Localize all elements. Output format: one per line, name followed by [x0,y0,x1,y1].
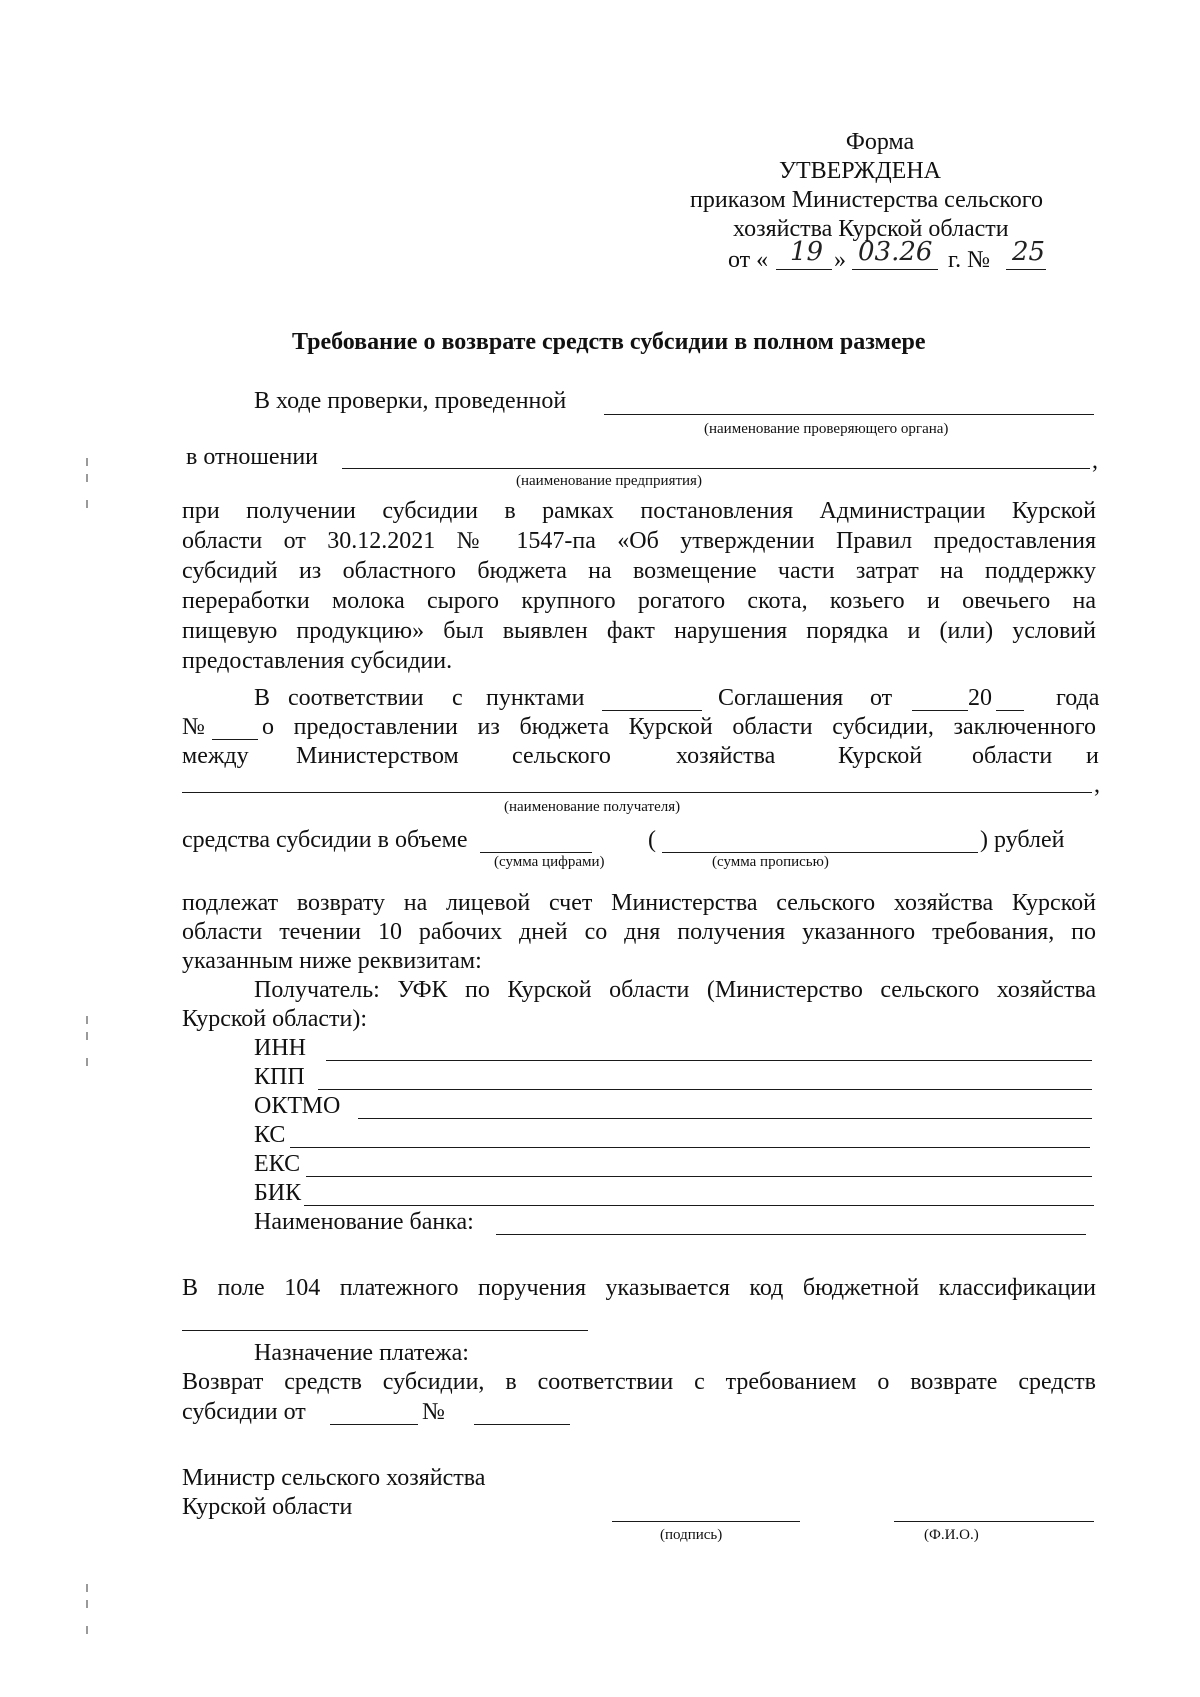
date-day-underline [776,269,832,270]
purpose-date-field [330,1398,418,1425]
requisite-ks-label: КС [254,1122,286,1148]
amount-close-rubles: ) рублей [980,827,1065,853]
requisite-inn-label: ИНН [254,1035,306,1061]
recipient-line-2: Курской области): [182,1006,368,1032]
purpose-number-field [474,1398,570,1425]
document-title: Требование о возврате средств субсидии в полном размере [292,329,926,355]
relation-comma: , [1092,448,1098,474]
body-line-2: области от 30.12.2021 № 1547-па «Об утверждении Правил предоставления [182,528,1096,554]
requisite-oktmo-label: ОКТМО [254,1093,341,1119]
approval-approved-label: УТВЕРЖДЕНА [778,158,942,184]
purpose-label: Назначение платежа: [254,1340,469,1366]
enterprise-caption: (наименование предприятия) [516,473,702,489]
agreement-word-8: года [1056,685,1100,711]
binding-mark [86,1058,88,1066]
requisite-bik-label: БИК [254,1180,302,1206]
requisite-ks-field [290,1121,1090,1148]
requisite-bank-field [496,1208,1086,1235]
requisite-bank-label: Наименование банка: [254,1209,474,1235]
requisite-eks-label: ЕКС [254,1151,301,1177]
requisite-oktmo-field [358,1092,1092,1119]
amount-words-caption: (сумма прописью) [712,854,829,870]
agreement-date-field [912,684,968,711]
purpose-line-1: Возврат средств субсидии, в соответствии с требованием о возврате средств [182,1369,1096,1395]
full-name-caption: (Ф.И.О.) [924,1527,979,1543]
clauses-field [602,684,702,711]
requisite-eks-field [306,1150,1092,1177]
recipient-comma: , [1094,772,1100,798]
amount-open-paren: ( [648,827,656,853]
binding-mark [86,474,88,482]
binding-mark [86,1016,88,1024]
agreement-word-3: с [452,685,463,711]
body-line-3: субсидий из областного бюджета на возмещение части затрат на поддержку [182,558,1096,584]
binding-mark [86,1584,88,1592]
agreement-l3-word-6: области [972,743,1053,769]
agreement-word-6: от [870,685,893,711]
agreement-year-label: 20 [968,685,992,711]
inspection-body-field [604,387,1094,415]
amount-digits-field [480,826,592,853]
enterprise-field [342,443,1090,469]
binding-mark [86,1600,88,1608]
date-number-label: г. № [948,247,991,273]
return-line-2: области течении 10 рабочих дней со дня получения указанного требования, по [182,919,1096,945]
recipient-caption: (наименование получателя) [504,799,681,815]
recipient-field [182,768,1092,793]
agreement-number-field [212,713,258,740]
signatory-position-line2: Курской области [182,1494,353,1520]
agreement-number-sign: № [182,714,205,740]
inspection-body-caption: (наименование проверяющего органа) [704,421,949,437]
approval-order-line2: хозяйства Курской области [733,216,1009,242]
field-104-line: В поле 104 платежного поручения указывается код бюджетной классификации [182,1275,1096,1301]
amount-label: средства субсидии в объеме [182,827,468,853]
agreement-line-2: о предоставлении из бюджета Курской области субсидии, заключенного [262,714,1096,740]
agreement-year-field [996,684,1024,711]
signatory-position-line1: Министр сельского хозяйства [182,1465,486,1491]
agreement-l3-word-2: Министерством [296,743,459,769]
order-number-handwritten: 25 [1012,237,1046,267]
binding-mark [86,1626,88,1634]
kbk-field [182,1306,588,1331]
date-prefix: от « [728,247,769,273]
recipient-line-1: Получатель: УФК по Курской области (Министерство сельского хозяйства [254,977,1096,1003]
date-day-handwritten: 19 [790,237,824,267]
date-month-underline [852,269,938,270]
agreement-l3-word-4: хозяйства [676,743,776,769]
approval-order-line1: приказом Министерства сельского [690,187,1044,213]
return-line-1: подлежат возврату на лицевой счет Министерства сельского хозяйства Курской [182,890,1096,916]
binding-mark [86,458,88,466]
amount-digits-caption: (сумма цифрами) [494,854,605,870]
agreement-word-5: Соглашения [718,685,844,711]
return-line-3: указанным ниже реквизитам: [182,948,482,974]
agreement-l3-word-3: сельского [512,743,611,769]
agreement-l3-word-7: и [1086,743,1099,769]
binding-mark [86,1032,88,1040]
agreement-word-2: соответствии [288,685,424,711]
agreement-word-1: В [254,685,271,711]
body-line-6: предоставления субсидии. [182,648,453,674]
body-line-5: пищевую продукцию» был выявлен факт нарушения порядка и (или) условий [182,618,1096,644]
order-number-underline [1006,269,1046,270]
requisite-kpp-field [318,1063,1092,1090]
purpose-line-2-prefix: субсидии от [182,1399,306,1425]
signature-field [612,1493,800,1522]
amount-words-field [662,826,978,853]
inspection-prefix: В ходе проверки, проведенной [254,388,567,414]
agreement-word-4: пунктами [486,685,585,711]
signature-caption: (подпись) [660,1527,723,1543]
requisite-kpp-label: КПП [254,1064,305,1090]
agreement-l3-word-5: Курской [838,743,923,769]
purpose-number-sign: № [422,1399,445,1425]
body-line-1: при получении субсидии в рамках постановления Администрации Курской [182,498,1096,524]
requisite-inn-field [326,1034,1092,1061]
body-line-4: переработки молока сырого крупного рогатого скота, козьего и овечьего на [182,588,1096,614]
date-mid: » [834,247,846,273]
date-month-year-handwritten: 03.26 [858,237,933,267]
approval-form-label: Форма [845,129,915,155]
requisite-bik-field [304,1179,1094,1206]
binding-mark [86,500,88,508]
full-name-field [894,1493,1094,1522]
relation-label: в отношении [186,444,319,470]
agreement-l3-word-1: между [182,743,249,769]
